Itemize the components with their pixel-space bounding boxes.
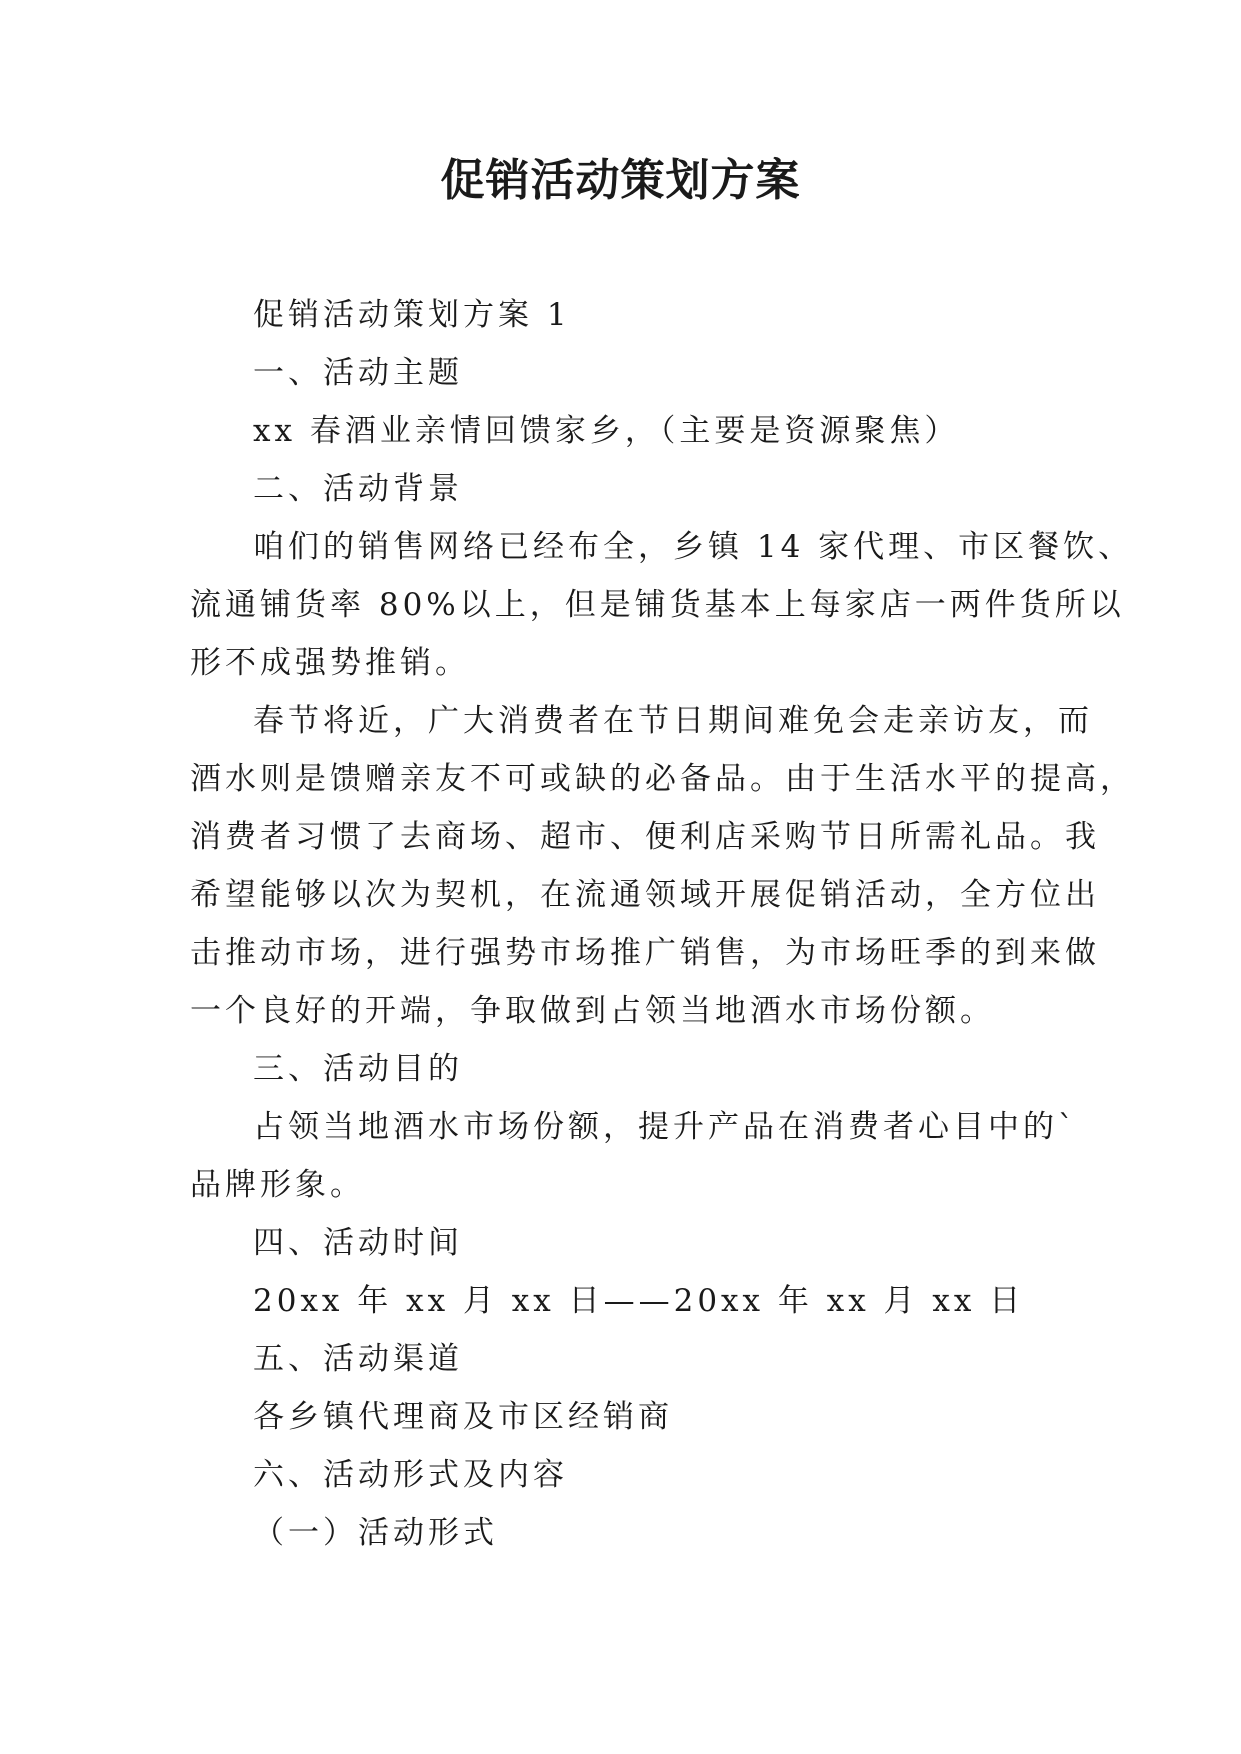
section-heading-form-content: 六、活动形式及内容 [253,1457,568,1493]
section-heading-theme: 一、活动主题 [253,355,463,391]
paragraph-line: 春节将近，广大消费者在节日期间难免会走亲访友，而 [253,703,1093,739]
paragraph-line: 各乡镇代理商及市区经销商 [253,1399,673,1435]
paragraph-line: 消费者习惯了去商场、超市、便利店采购节日所需礼品。我 [190,819,1100,855]
paragraph-line: 品牌形象。 [190,1167,365,1203]
section-heading-time: 四、活动时间 [253,1225,463,1261]
paragraph-line: 希望能够以次为契机，在流通领域开展促销活动，全方位出 [190,877,1100,913]
paragraph-line: 击推动市场，进行强势市场推广销售，为市场旺季的到来做 [190,935,1100,971]
paragraph-line: 形不成强势推销。 [190,645,470,681]
paragraph-line: xx 春酒业亲情回馈家乡，（主要是资源聚焦） [253,413,960,449]
section-heading-channel: 五、活动渠道 [253,1341,463,1377]
paragraph-line: 咱们的销售网络已经布全，乡镇 14 家代理、市区餐饮、 [253,529,1134,565]
subsection-heading-form: （一）活动形式 [253,1515,498,1551]
document-title: 促销活动策划方案 [440,155,801,206]
paragraph-line: 占领当地酒水市场份额，提升产品在消费者心目中的` [253,1109,1078,1145]
section-heading-purpose: 三、活动目的 [253,1051,463,1087]
paragraph-line: 流通铺货率 80%以上，但是铺货基本上每家店一两件货所以 [190,587,1125,623]
paragraph-line: 一个良好的开端，争取做到占领当地酒水市场份额。 [190,993,995,1029]
section-heading-background: 二、活动背景 [253,471,463,507]
paragraph-line: 酒水则是馈赠亲友不可或缺的必备品。由于生活水平的提高， [190,761,1135,797]
section-heading-plan-1: 促销活动策划方案 1 [253,297,571,333]
paragraph-line: 20xx 年 xx 月 xx 日——20xx 年 xx 月 xx 日 [253,1283,1025,1319]
